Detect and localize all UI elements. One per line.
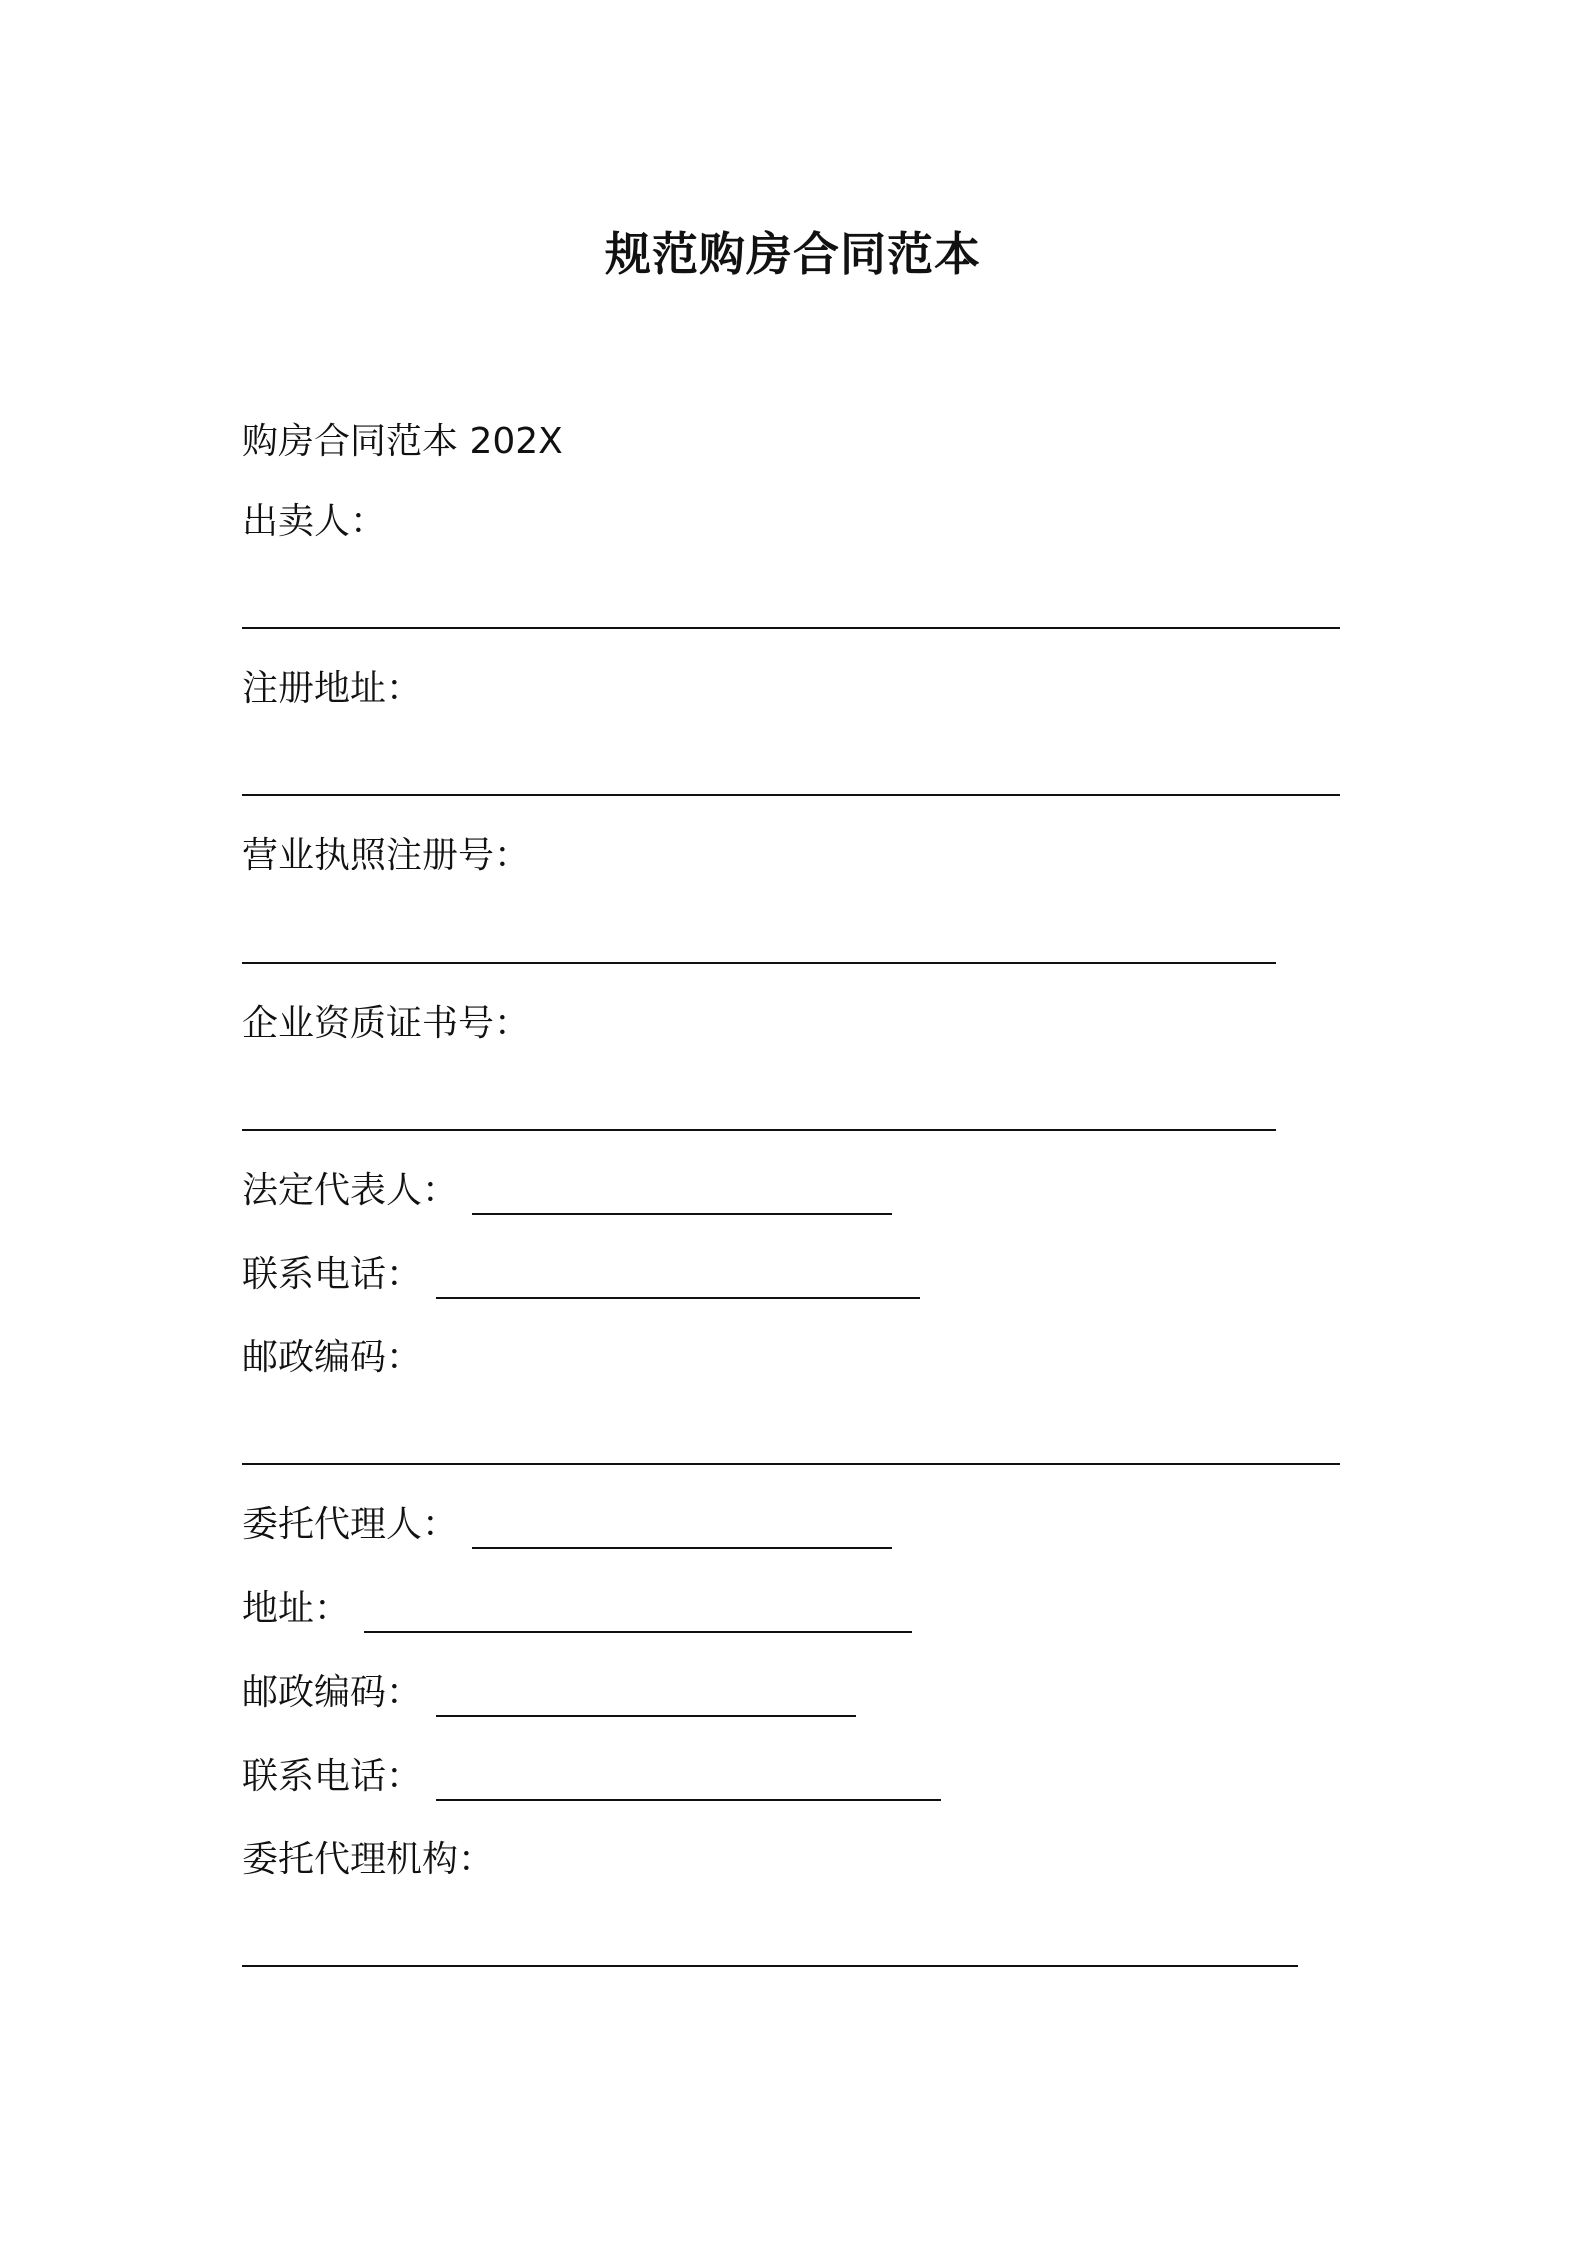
address-blank[interactable] — [364, 1593, 912, 1633]
registered-address-blank[interactable] — [242, 794, 1340, 796]
legal-representative-blank[interactable] — [472, 1175, 892, 1215]
phone-label-1: 联系电话： — [242, 1254, 423, 1295]
phone-blank-1[interactable] — [436, 1259, 920, 1299]
qualification-cert-blank[interactable] — [242, 1129, 1276, 1131]
authorized-agent-label: 委托代理人： — [242, 1504, 459, 1545]
document-title: 规范购房合同范本 — [605, 227, 981, 281]
legal-representative-row — [242, 1167, 892, 1215]
address-row — [242, 1585, 912, 1633]
postal-code-row-2 — [242, 1669, 856, 1717]
postal-code-blank-1[interactable] — [242, 1463, 1340, 1465]
phone-row-1 — [242, 1251, 920, 1299]
seller-label: 出卖人： — [242, 501, 387, 542]
seller-blank[interactable] — [242, 627, 1340, 629]
postal-code-blank-2[interactable] — [436, 1677, 856, 1717]
registered-address-label: 注册地址： — [242, 668, 423, 709]
authorized-agent-blank[interactable] — [472, 1509, 892, 1549]
business-license-blank[interactable] — [242, 962, 1276, 964]
phone-blank-2[interactable] — [436, 1761, 941, 1801]
address-label: 地址： — [242, 1588, 351, 1629]
phone-label-2: 联系电话： — [242, 1756, 423, 1797]
document-subtitle: 购房合同范本 202X — [242, 421, 563, 462]
qualification-cert-label: 企业资质证书号： — [242, 1003, 531, 1044]
authorized-agent-row — [242, 1501, 892, 1549]
legal-representative-label: 法定代表人： — [242, 1170, 459, 1211]
postal-code-label-2: 邮政编码： — [242, 1672, 423, 1713]
agency-blank[interactable] — [242, 1965, 1298, 1967]
phone-row-2 — [242, 1753, 941, 1801]
business-license-label: 营业执照注册号： — [242, 835, 531, 876]
agency-label: 委托代理机构： — [242, 1839, 495, 1880]
postal-code-label-1: 邮政编码： — [242, 1337, 423, 1378]
